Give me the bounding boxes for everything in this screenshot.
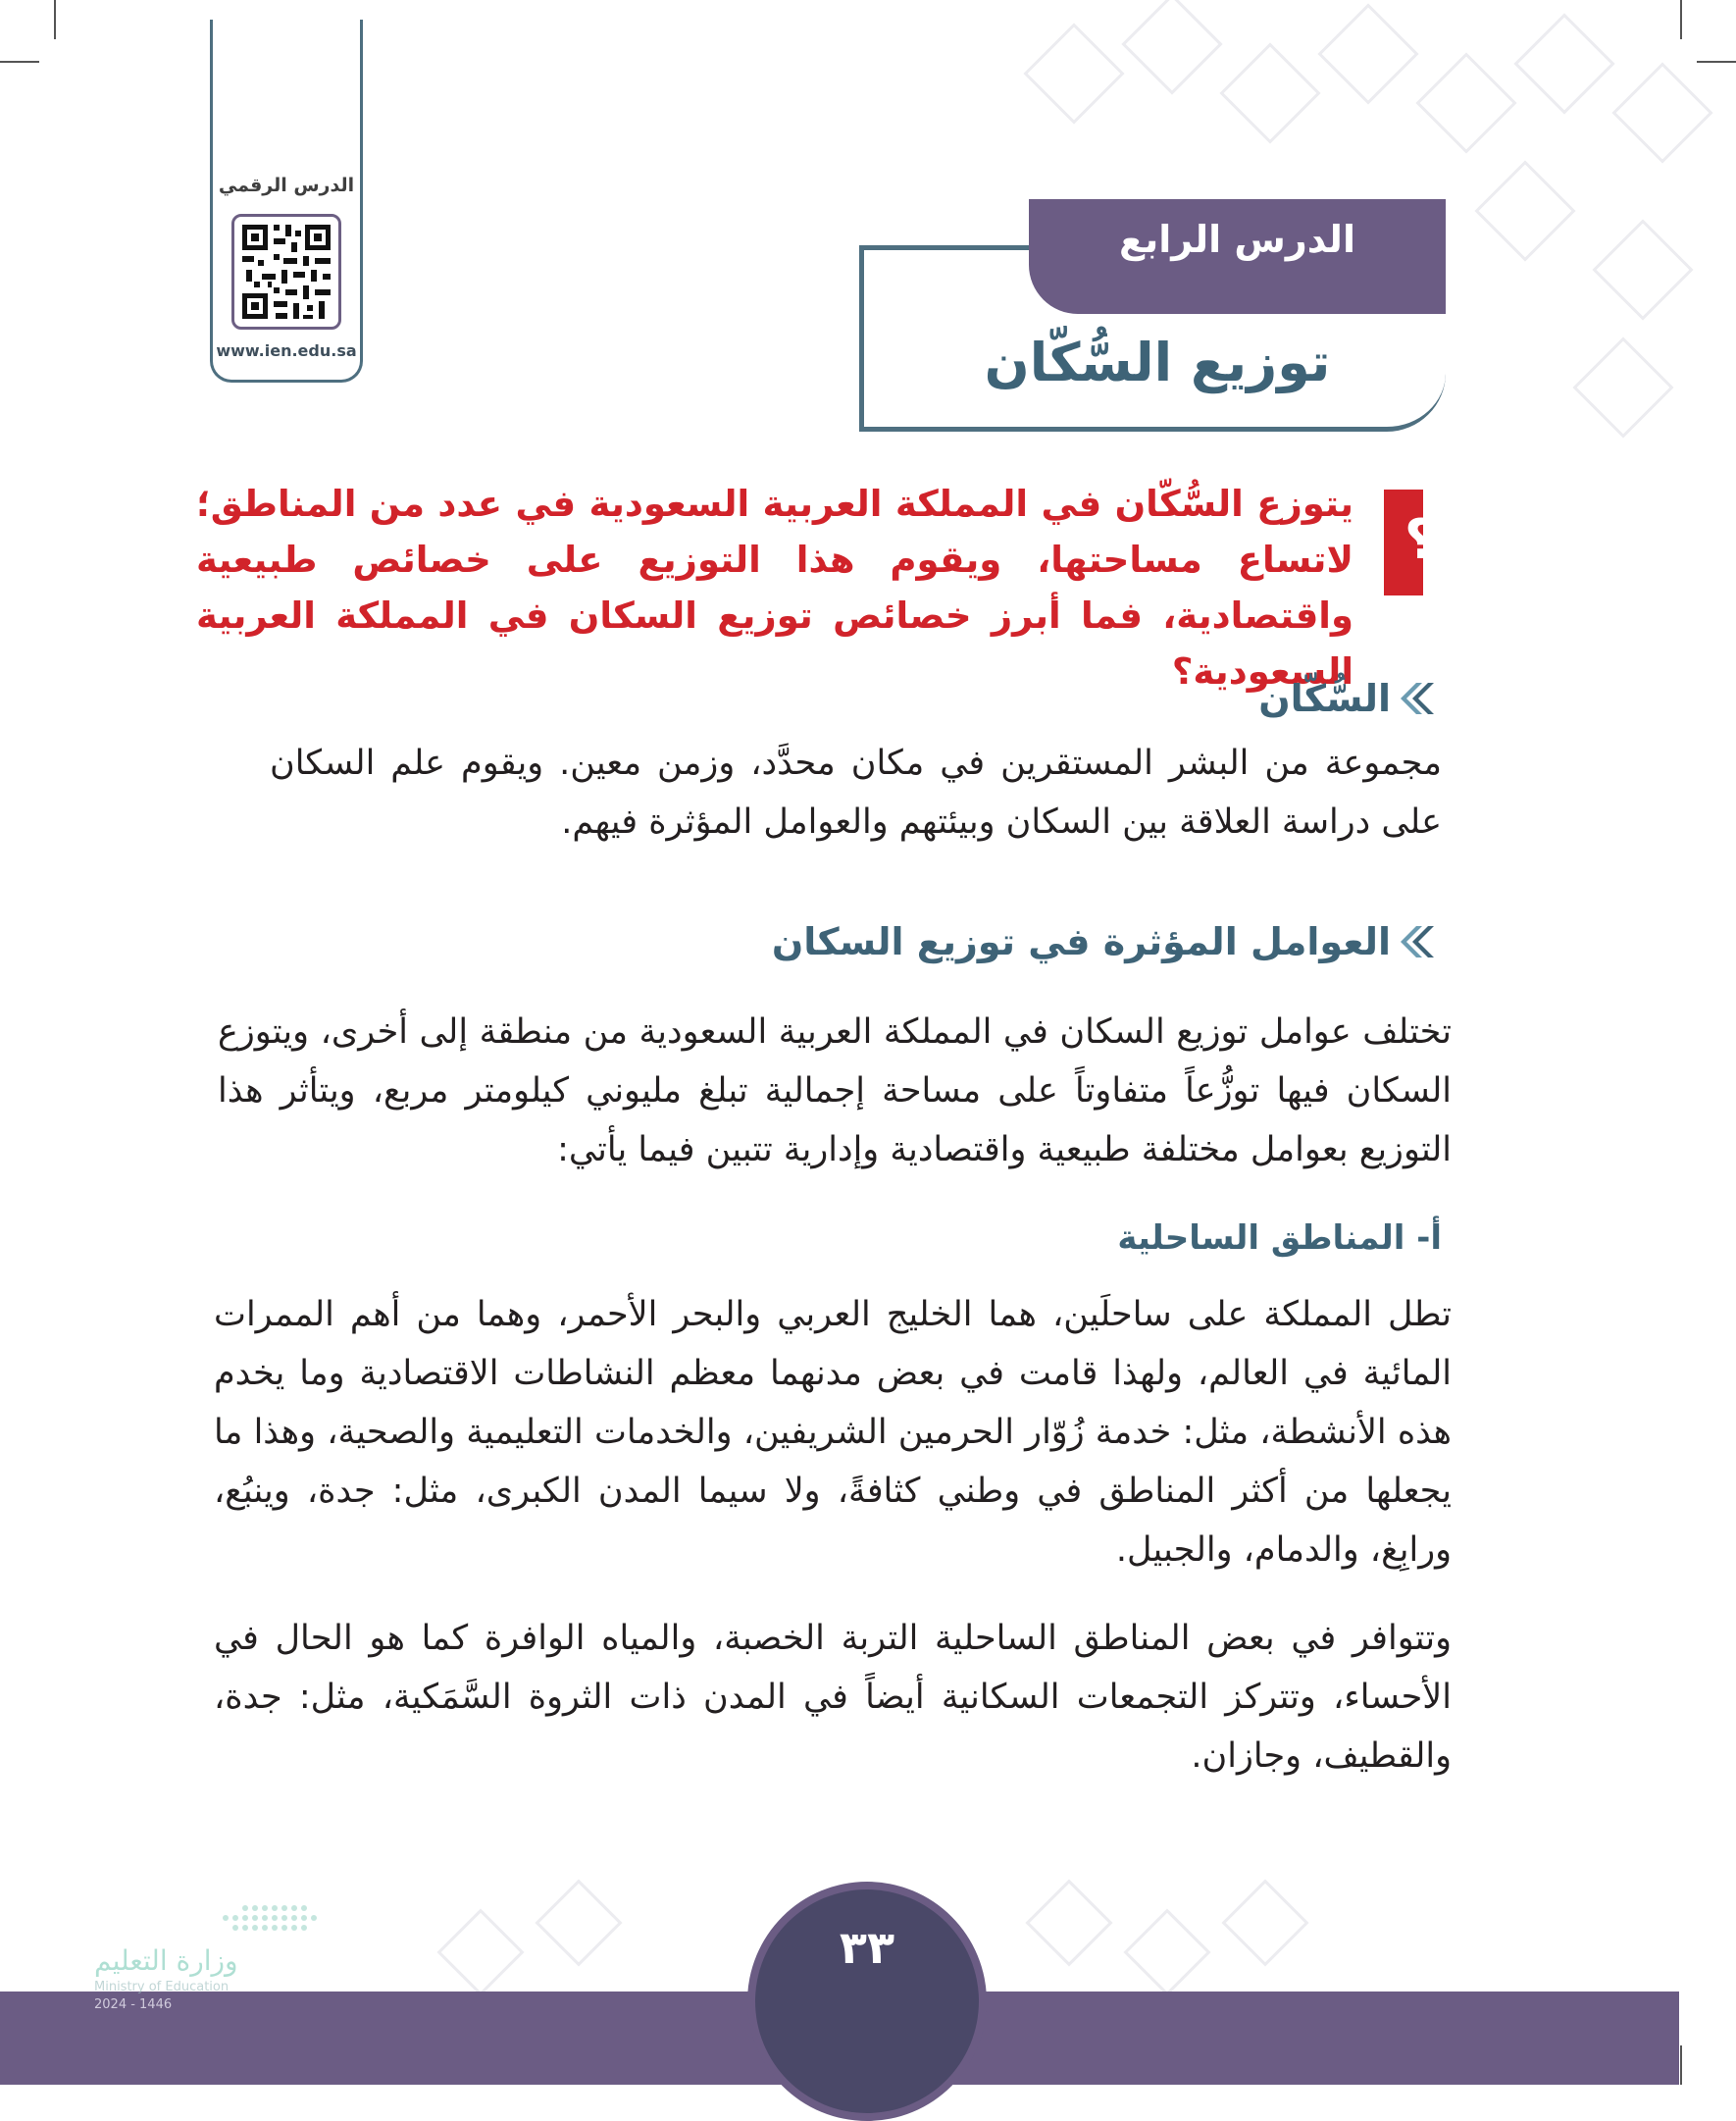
qr-code-icon: [234, 217, 338, 327]
lesson-number: الدرس الرابع: [1119, 218, 1355, 261]
digital-lesson-label: الدرس الرقمي: [218, 175, 355, 196]
crop-mark: [1697, 61, 1736, 63]
crop-mark: [1680, 2045, 1682, 2085]
page-number: ٣٣: [839, 1921, 895, 1974]
crop-mark: [1680, 0, 1682, 39]
section-heading-factors: [772, 920, 1442, 963]
crop-mark: [0, 61, 39, 63]
crop-mark: [54, 0, 56, 39]
heading-arrow-icon: [1399, 920, 1442, 963]
coastal-paragraph-1: تطل المملكة على ساحلَين، هما الخليج العربي والبحر الأحمر، وهما من أهم الممرات المائية في العالم، ولهذا قامت في بعض مدنهما معظم النشاطات الاقتصادية وما يخدم هذه الأنشطة، مثل: خدمة زُوّار الحرمين الشريفين، والخدمات التعليمية والصحية، وهذا ما يجعلها من أكثر المناطق في وطني كثافةً، ولا سيما المدن الكبرى، مثل: جدة، وينبُع، ورابِغ، والدمام، والجبيل.: [214, 1295, 1452, 1570]
ministry-name-english: Ministry of Education: [94, 1980, 230, 1994]
ministry-name: وزارة التعليم: [94, 1944, 238, 1977]
subheading-coastal-areas: أ- المناطق الساحلية: [1117, 1218, 1442, 1258]
opening-question: يتوزع السُّكّان في المملكة العربية السعودية في عدد من المناطق؛ لاتساع مساحتها، ويقوم هذا التوزيع على خصائص طبيعية واقتصادية، فما أبرز خصائص توزيع السكان في المملكة العربية السعودية؟: [196, 483, 1353, 693]
section-heading-text: العوامل المؤثرة في توزيع السكان: [771, 920, 1391, 963]
section-heading-text: السُّكّان: [1258, 677, 1391, 720]
coastal-paragraph-2: وتتوافر في بعض المناطق الساحلية التربة الخصبة، والمياه الوافرة كما هو الحال في الأحساء، وتتركز التجمعات السكانية أيضاً في المدن ذات الثروة السَّمَكية، مثل: جدة، والقطيف، وجازان.: [214, 1619, 1452, 1776]
heading-arrow-icon: [1399, 677, 1442, 720]
question-mark-icon: ؟: [1404, 508, 1437, 572]
digital-lesson-url[interactable]: www.ien.edu.sa: [216, 341, 357, 360]
lesson-title: توزيع السُّكّان: [984, 332, 1331, 393]
edition-year: 2024 - 1446: [94, 1997, 173, 2012]
section-heading-population: [1258, 677, 1442, 720]
factors-paragraph: تختلف عوامل توزيع السكان في المملكة العربية السعودية من منطقة إلى أخرى، ويتوزع السكان فيها توزُّعاً متفاوتاً على مساحة إجمالية تبلغ مليوني كيلومتر مربع، ويتأثر هذا التوزيع بعوامل مختلفة طبيعية واقتصادية وإدارية تتبين فيما يأتي:: [218, 1012, 1452, 1169]
population-definition: مجموعة من البشر المستقرين في مكان محدَّد، وزمن معين. ويقوم علم السكان على دراسة العلاقة بين السكان وبيئتهم والعوامل المؤثرة فيهم.: [270, 744, 1442, 842]
qr-code[interactable]: [231, 214, 341, 330]
